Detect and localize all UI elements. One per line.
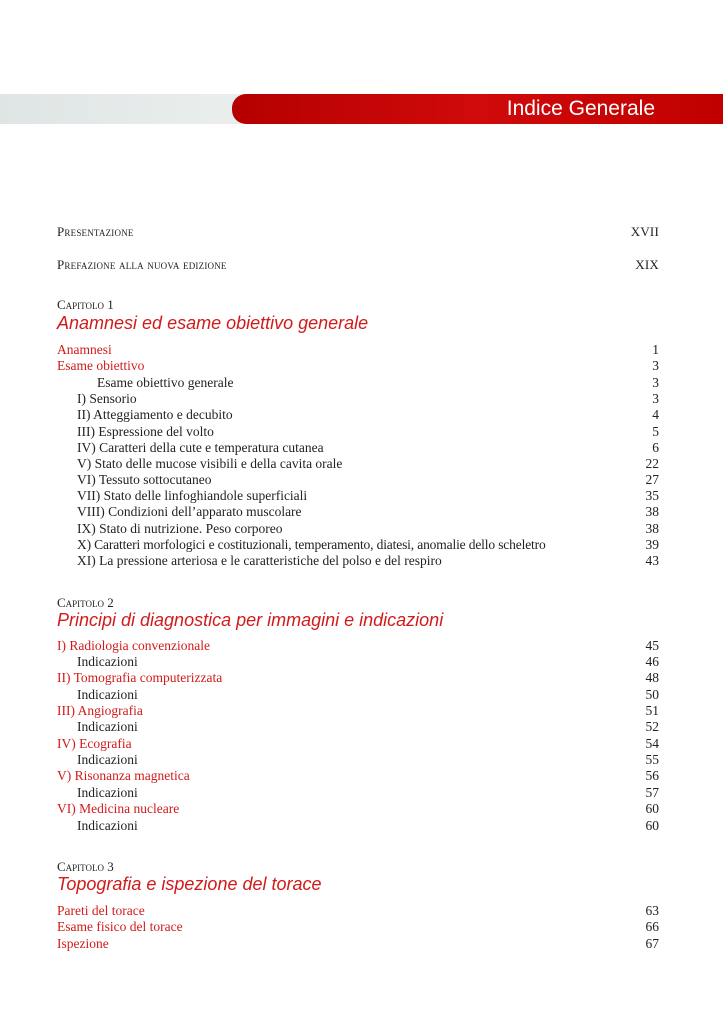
toc-entry[interactable] <box>57 358 659 374</box>
toc-entry-page: 3 <box>652 391 659 406</box>
toc-entry[interactable] <box>57 936 659 952</box>
toc-entry[interactable] <box>57 553 659 569</box>
toc-entry-page: 48 <box>645 670 659 685</box>
toc-entry[interactable] <box>57 719 659 735</box>
toc-entry-label: Indicazioni <box>77 785 138 800</box>
toc-entry-label: Esame fisico del torace <box>57 919 183 934</box>
toc-entry-label: III) Espressione del volto <box>77 424 214 439</box>
toc-entry[interactable] <box>57 472 659 488</box>
toc-entry-page: 35 <box>645 488 659 503</box>
chapter-title[interactable]: Anamnesi ed esame obiettivo generale <box>57 313 369 333</box>
toc-entry-page: 56 <box>645 768 659 783</box>
toc-entry-label: IV) Caratteri della cute e temperatura cutanea <box>77 440 324 455</box>
toc-entry[interactable] <box>57 375 659 391</box>
toc-entry[interactable] <box>57 818 659 834</box>
toc-entry-page: 43 <box>645 553 659 568</box>
toc-entry-presentazione[interactable] <box>57 224 659 240</box>
toc-entry-page: 6 <box>652 440 659 455</box>
toc-entry-page: 38 <box>645 521 659 536</box>
toc-entry[interactable] <box>57 342 659 358</box>
toc-entry-page: 4 <box>652 407 659 422</box>
toc-entry[interactable] <box>57 488 659 504</box>
toc-entry[interactable] <box>57 687 659 703</box>
toc-entry-label: X) Caratteri morfologici e costituzionali, temperamento, diatesi, anomalie dello scheletro <box>77 537 546 552</box>
toc-entry[interactable] <box>57 440 659 456</box>
toc-entry[interactable] <box>57 768 659 784</box>
toc-entry[interactable] <box>57 654 659 670</box>
toc-entry-page: 22 <box>645 456 659 471</box>
toc-entry[interactable] <box>57 456 659 472</box>
toc-entry-page: 66 <box>645 919 659 934</box>
toc-entry-label: Ispezione <box>57 936 109 951</box>
toc-entry[interactable] <box>57 752 659 768</box>
toc-entry[interactable] <box>57 801 659 817</box>
toc-entry-page: 39 <box>645 537 659 552</box>
toc-entry[interactable] <box>57 785 659 801</box>
toc-entry-page: 3 <box>652 375 659 390</box>
toc-entry[interactable] <box>57 903 659 919</box>
chapter-title[interactable]: Topografia e ispezione del torace <box>57 874 322 894</box>
toc-entry-label: VI) Tessuto sottocutaneo <box>77 472 212 487</box>
toc-entry-label: V) Stato delle mucose visibili e della cavita orale <box>77 456 343 471</box>
chapter-title[interactable]: Principi di diagnostica per immagini e indicazioni <box>57 610 444 630</box>
toc-entry[interactable] <box>57 919 659 935</box>
toc-entry-label: Anamnesi <box>57 342 112 357</box>
toc-entry[interactable] <box>57 670 659 686</box>
toc-entry-label: Pareti del torace <box>57 903 145 918</box>
toc-entry-label: Prefazione alla nuova edizione <box>57 257 227 272</box>
toc-entry-label: II) Atteggiamento e decubito <box>77 407 233 422</box>
toc-entry-prefazione[interactable] <box>57 257 659 273</box>
toc-entry-page: 63 <box>645 903 659 918</box>
table-of-contents <box>57 0 659 1024</box>
toc-entry[interactable] <box>57 736 659 752</box>
toc-entry-page: 50 <box>645 687 659 702</box>
toc-entry-page: 52 <box>645 719 659 734</box>
toc-entry[interactable] <box>57 537 659 553</box>
chapter-label: Capitolo 1 <box>57 297 114 312</box>
toc-entry-label: I) Radiologia convenzionale <box>57 638 210 653</box>
toc-entry-page: 1 <box>652 342 659 357</box>
toc-entry-page: 57 <box>645 785 659 800</box>
toc-entry-label: I) Sensorio <box>77 391 137 406</box>
toc-entry-page: 27 <box>645 472 659 487</box>
toc-entry-label: VII) Stato delle linfoghiandole superficiali <box>77 488 308 503</box>
toc-entry[interactable] <box>57 703 659 719</box>
toc-entry-label: V) Risonanza magnetica <box>57 768 190 783</box>
toc-entry-label: Indicazioni <box>77 752 138 767</box>
toc-entry[interactable] <box>57 391 659 407</box>
chapter-label: Capitolo 3 <box>57 859 114 874</box>
toc-entry-label: VIII) Condizioni dell’apparato muscolare <box>77 504 302 519</box>
toc-entry-page: 5 <box>652 424 659 439</box>
toc-entry-page: 55 <box>645 752 659 767</box>
toc-entry-page: 67 <box>645 936 659 951</box>
toc-entry-label: Indicazioni <box>77 654 138 669</box>
toc-entry[interactable] <box>57 521 659 537</box>
toc-entry-page: 46 <box>645 654 659 669</box>
toc-entry-label: IX) Stato di nutrizione. Peso corporeo <box>77 521 283 536</box>
toc-entry-label: III) Angiografia <box>57 703 143 718</box>
toc-entry-label: Esame obiettivo generale <box>97 375 234 390</box>
toc-entry-page: 60 <box>645 801 659 816</box>
toc-entry-page: XVII <box>630 224 659 239</box>
toc-entry[interactable] <box>57 407 659 423</box>
toc-entry-label: VI) Medicina nucleare <box>57 801 180 816</box>
toc-entry-page: 3 <box>652 358 659 373</box>
toc-entry-page: 60 <box>645 818 659 833</box>
toc-entry-page: 54 <box>645 736 659 751</box>
toc-entry-label: Indicazioni <box>77 818 138 833</box>
toc-entry-label: Indicazioni <box>77 687 138 702</box>
toc-entry-label: Presentazione <box>57 224 134 239</box>
toc-entry-label: IV) Ecografia <box>57 736 132 751</box>
toc-entry[interactable] <box>57 424 659 440</box>
toc-entry-label: Esame obiettivo <box>57 358 145 373</box>
toc-entry-label: XI) La pressione arteriosa e le caratteristiche del polso e del respiro <box>77 553 442 568</box>
toc-entry-page: 38 <box>645 504 659 519</box>
toc-entry-page: 51 <box>645 703 659 718</box>
toc-entry[interactable] <box>57 638 659 654</box>
page-title: Indice Generale <box>506 97 655 120</box>
toc-entry-page: XIX <box>635 257 659 272</box>
chapter-label: Capitolo 2 <box>57 595 114 610</box>
toc-entry-label: II) Tomografia computerizzata <box>57 670 223 685</box>
toc-entry[interactable] <box>57 504 659 520</box>
toc-entry-page: 45 <box>645 638 659 653</box>
toc-entry-label: Indicazioni <box>77 719 138 734</box>
